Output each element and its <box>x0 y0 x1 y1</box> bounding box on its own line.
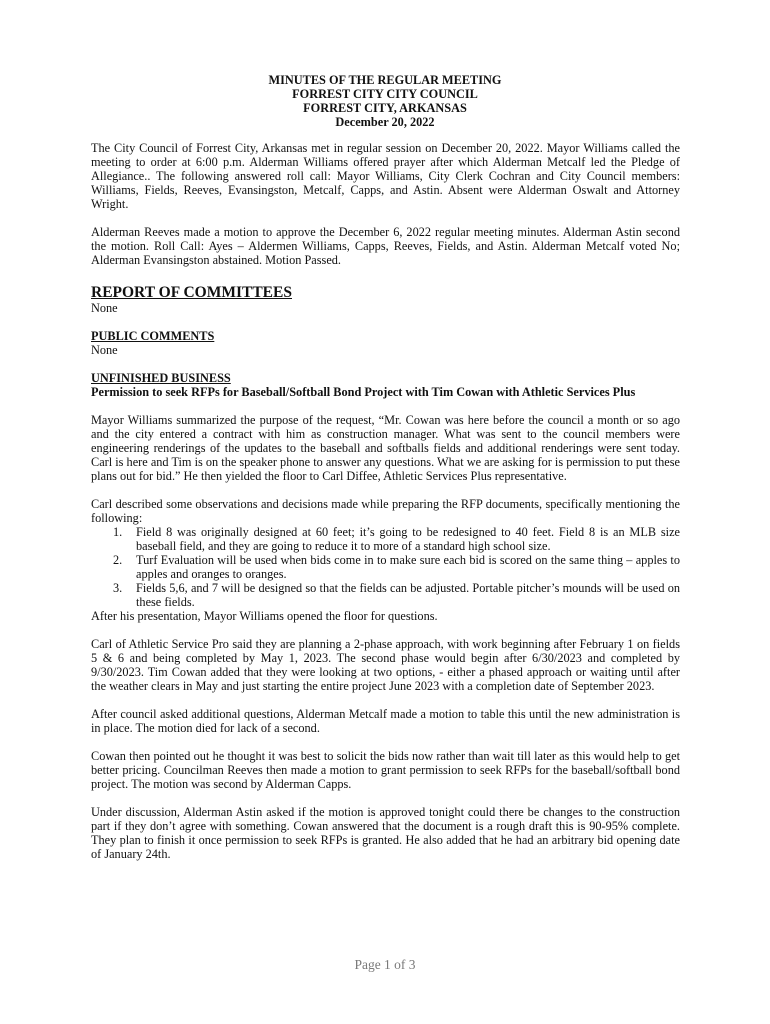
committees-heading: REPORT OF COMMITTEES <box>91 284 292 301</box>
list-item <box>91 553 680 581</box>
mayor-summary-paragraph: Mayor Williams summarized the purpose of the request, “Mr. Cowan was here before the council a month or so ago and the city entered a contract with him as construction manager. What was sent to the council members were engineering renderings of the updates to the baseball and softballs fields and additional renderings were sent today. Carl is here and Tim is on the speaker phone to answer any questions. What we are asking for is permission to put these plans out for bid.” He then yielded the floor to Carl Diffee, Athletic Services Plus representative. <box>91 413 680 483</box>
list-item-number: 2. <box>113 553 123 567</box>
committees-text: None <box>91 301 118 315</box>
table-motion-paragraph: After council asked additional questions, Alderman Metcalf made a motion to table this until the new administration is in place. The motion died for lack of a second. <box>91 707 680 735</box>
list-item-text: Field 8 was originally designed at 60 feet; it’s going to be redesigned to 40 feet. Field 8 is an MLB size baseball field, and they are going to reduce it to more of a standard high school size. <box>136 525 680 553</box>
page-number: Page 1 of 3 <box>354 957 416 972</box>
document-header <box>0 73 770 129</box>
rfp-subheading: Permission to seek RFPs for Baseball/Softball Bond Project with Tim Cowan with Athletic Services Plus <box>91 385 636 399</box>
questions-paragraph: After his presentation, Mayor Williams opened the floor for questions. <box>91 609 438 623</box>
list-item <box>91 581 680 609</box>
intro-paragraph: The City Council of Forrest City, Arkansas met in regular session on December 20, 2022. Mayor Williams called the meeting to order at 6:00 p.m. Alderman Williams offered prayer after which Alderman Metcalf led the Pledge of Allegiance.. The following answered roll call: Mayor Williams, City Clerk Cochran and City Council members: Williams, Fields, Reeves, Evansingston, Metcalf, Capps, and Astin. Absent were Alderman Oswalt and Attorney Wright. <box>91 141 680 211</box>
rfp-motion-paragraph: Cowan then pointed out he thought it was best to solicit the bids now rather than wait till later as this would help to get better pricing. Councilman Reeves then made a motion to grant permission to seek RFPs for the baseball/softball bond project. The motion was second by Alderman Capps. <box>91 749 680 791</box>
header-location: FORREST CITY, ARKANSAS <box>303 101 467 115</box>
list-item-text: Fields 5,6, and 7 will be designed so that the fields can be adjusted. Portable pitcher’s mounds will be used on these fields. <box>136 581 680 609</box>
public-comments-text: None <box>91 343 118 357</box>
minutes-approval-paragraph: Alderman Reeves made a motion to approve the December 6, 2022 regular meeting minutes. Alderman Astin second the motion. Roll Call: Ayes – Aldermen Williams, Capps, Reeves, Fields, and Astin. Alderman Metcalf voted No; Alderman Evansingston abstained. Motion Passed. <box>91 225 680 267</box>
phase-approach-paragraph: Carl of Athletic Service Pro said they are planning a 2-phase approach, with work beginning after February 1 on fields 5 & 6 and being completed by May 1, 2023. The second phase would begin after 6/30/2023 and completed by 9/30/2023. Tim Cowan added that they were looking at two options, - either a phased approach or waiting until after the weather clears in May and just starting the entire project June 2023 with a completion date of September 2023. <box>91 637 680 693</box>
discussion-paragraph: Under discussion, Alderman Astin asked if the motion is approved tonight could there be changes to the construction part if they don’t agree with something. Cowan answered that the document is a rough draft this is 90-95% complete. They plan to finish it once permission to seek RFPs is granted. He also added that he had an arbitrary bid opening date of January 24th. <box>91 805 680 861</box>
observations-list <box>91 525 680 609</box>
header-council: FORREST CITY CITY COUNCIL <box>292 87 478 101</box>
list-item-number: 3. <box>113 581 123 595</box>
list-item <box>91 525 680 553</box>
carl-observations-paragraph: Carl described some observations and decisions made while preparing the RFP documents, specifically mentioning the following: <box>91 497 680 525</box>
header-title: MINUTES OF THE REGULAR MEETING <box>268 73 502 87</box>
public-comments-heading: PUBLIC COMMENTS <box>91 329 215 343</box>
list-item-text: Turf Evaluation will be used when bids come in to make sure each bid is scored on the same thing – apples to apples and oranges to oranges. <box>136 553 680 581</box>
header-date: December 20, 2022 <box>335 115 435 129</box>
list-item-number: 1. <box>113 525 123 539</box>
document-body <box>91 141 680 861</box>
unfinished-business-heading: UNFINISHED BUSINESS <box>91 371 231 385</box>
